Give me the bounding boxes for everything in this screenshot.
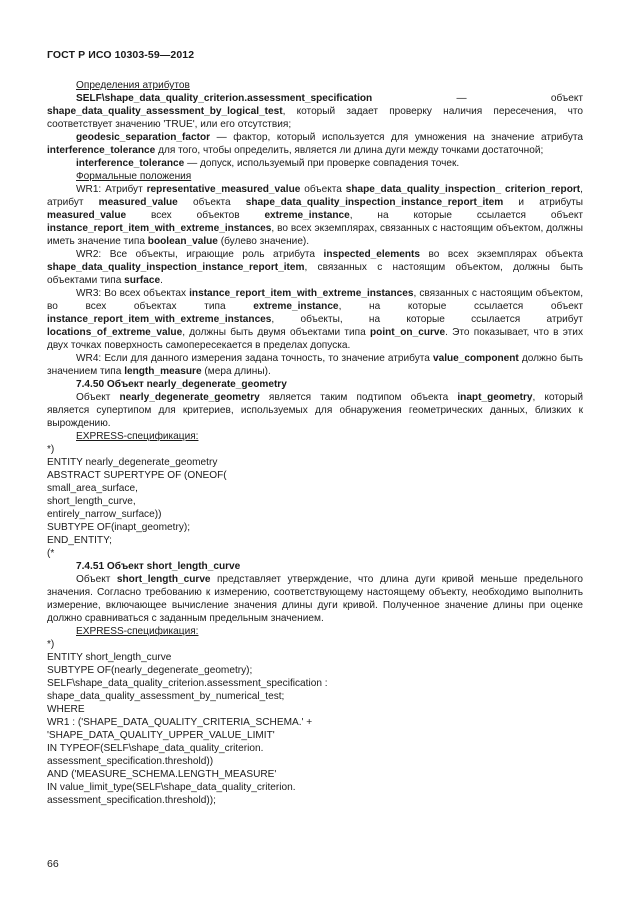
page-header: ГОСТ Р ИСО 10303-59—2012 (47, 49, 195, 61)
term: short_length_curve (116, 574, 211, 585)
term: locations_of_extreme_value (47, 327, 183, 338)
code-line: entirely_narrow_surface)) (47, 509, 162, 520)
term: shape_data_quality_inspection_instance_report_item (245, 197, 504, 208)
term: interference_tolerance (76, 158, 185, 169)
text: (мера длины). (201, 366, 271, 377)
text: WR1: Атрибут (76, 184, 147, 195)
section-heading-7-4-50: 7.4.50 Объект nearly_degenerate_geometry (76, 379, 287, 390)
term: instance_report_item_with_extreme_instances (189, 288, 414, 299)
term: instance_report_item_with_extreme_instances (47, 223, 272, 234)
express-code-block (47, 443, 583, 560)
code-line: assessment_specification.threshold)) (47, 756, 214, 767)
definition-assessment-specification (47, 92, 583, 131)
text: , связанных с настоящим объектом, во всех объектах типа (47, 288, 584, 312)
code-line: SUBTYPE OF(nearly_degenerate_geometry); (47, 665, 253, 676)
term: shape_data_quality_inspection_ criterion_report (345, 184, 581, 195)
term: inapt_geometry (457, 392, 533, 403)
text: должно быть значением типа (47, 353, 583, 377)
code-line: small_area_surface, (47, 483, 138, 494)
text: во всех экземплярах объекта (420, 249, 583, 260)
page-number: 66 (47, 858, 59, 870)
express-spec-label: EXPRESS-спецификация: (76, 431, 199, 442)
text: всех объектов (126, 210, 265, 221)
code-line: *) (47, 444, 55, 455)
term: inspected_elements (323, 249, 421, 260)
text: WR4: Если для данного измерения задана точность, то значение атрибута (76, 353, 433, 364)
text: , который задает проверку наличия пересечения, что соответствует значению 'TRUE', или его отсутствия; (47, 106, 583, 130)
term: boolean_value (147, 236, 218, 247)
text: — допуск, используемый при проверке совпадения точек. (184, 158, 460, 169)
term: point_on_curve (369, 327, 446, 338)
term: shape_data_quality_assessment_by_logical_test (47, 106, 283, 117)
text: . Это показывает, что в этих двух точках поверхность самопересекается в пределах допуска. (47, 327, 583, 351)
express-spec-label: EXPRESS-спецификация: (76, 626, 199, 637)
code-line: WHERE (47, 704, 85, 715)
code-line: 'SHAPE_DATA_QUALITY_UPPER_VALUE_LIMIT' (47, 730, 275, 741)
code-line: END_ENTITY; (47, 535, 112, 546)
code-line: IN TYPEOF(SELF\shape_data_quality_criterion. (47, 743, 264, 754)
term: nearly_degenerate_geometry (119, 392, 260, 403)
page-content (47, 79, 583, 807)
section-heading-7-4-51: 7.4.51 Объект short_length_curve (76, 561, 241, 572)
term: representative_measured_value (146, 184, 301, 195)
code-line: ENTITY short_length_curve (47, 652, 172, 663)
text: — объект (372, 93, 583, 104)
term: SELF\shape_data_quality_criterion.assessment_specification (76, 93, 373, 104)
code-line: ABSTRACT SUPERTYPE OF (ONEOF( (47, 470, 227, 481)
term: measured_value (98, 197, 178, 208)
text: , во всех экземплярах, связанных с настоящим объектом, должны иметь значение типа (47, 223, 583, 247)
formal-propositions-heading: Формальные положения (76, 171, 192, 182)
term: extreme_instance (253, 301, 339, 312)
term: interference_tolerance (47, 145, 156, 156)
term: surface (124, 275, 161, 286)
text: и атрибуты (503, 197, 583, 208)
code-line: ENTITY nearly_degenerate_geometry (47, 457, 218, 468)
text: , атрибут (47, 184, 583, 208)
text: , который является супертипом для критериев, используемых для обнаружения геометрических данных, близких к вырождению. (47, 392, 583, 429)
code-line: IN value_limit_type(SELF\shape_data_quality_criterion. (47, 782, 296, 793)
term: measured_value (47, 210, 127, 221)
text: , на которые ссылается объект (338, 301, 583, 312)
rule-wr4 (47, 352, 583, 378)
term: geodesic_separation_factor (76, 132, 211, 143)
text: WR2: Все объекты, играющие роль атрибута (76, 249, 324, 260)
paragraph-nearly-degenerate-geometry (47, 391, 583, 430)
code-line: *) (47, 639, 55, 650)
term: shape_data_quality_inspection_instance_report_item (47, 262, 305, 273)
express-code-block (47, 638, 583, 807)
text: объекта (300, 184, 346, 195)
text: WR3: Во всех объектах (76, 288, 190, 299)
definition-geodesic-separation-factor (47, 131, 583, 157)
rule-wr2 (47, 248, 583, 287)
text: . (160, 275, 163, 286)
paragraph-short-length-curve (47, 573, 583, 625)
term: length_measure (124, 366, 202, 377)
text: Объект (76, 392, 120, 403)
text: — фактор, который используется для умножения на значение атрибута (210, 132, 583, 143)
text: (булево значение). (217, 236, 310, 247)
text: , объекты, на которые ссылается атрибут (271, 314, 583, 325)
text: , должны быть двумя объектами типа (182, 327, 370, 338)
term: instance_report_item_with_extreme_instances (47, 314, 272, 325)
text: , связанных с настоящим объектом, должны быть объектами типа (47, 262, 583, 286)
definition-interference-tolerance (47, 157, 583, 170)
text: для того, чтобы определить, является ли длина дуги между точками достаточной; (155, 145, 544, 156)
text: является таким подтипом объекта (259, 392, 458, 403)
term: value_component (432, 353, 519, 364)
text: представляет утверждение, что длина дуги кривой меньше предельного значения. Согласно требованию к измерению, соответствующему настоящему объекту, необходимо выполнить измерение, включающее вычисление значения длины дуги кривой. Полученное значение длины при оценке должно сравниваться с заданным предельным значением. (47, 574, 583, 624)
code-line: short_length_curve, (47, 496, 136, 507)
attribute-definitions-heading: Определения атрибутов (76, 80, 190, 91)
rule-wr3 (47, 287, 583, 352)
code-line: SELF\shape_data_quality_criterion.assessment_specification : (47, 678, 328, 689)
text: Объект (76, 574, 117, 585)
code-line: assessment_specification.threshold)); (47, 795, 216, 806)
rule-wr1 (47, 183, 583, 248)
code-line: shape_data_quality_assessment_by_numerical_test; (47, 691, 285, 702)
code-line: AND ('MEASURE_SCHEMA.LENGTH_MEASURE' (47, 769, 277, 780)
code-line: SUBTYPE OF(inapt_geometry); (47, 522, 191, 533)
text: объекта (177, 197, 246, 208)
code-line: (* (47, 548, 55, 559)
text: , на которые ссылается объект (349, 210, 583, 221)
code-line: WR1 : ('SHAPE_DATA_QUALITY_CRITERIA_SCHEMA.' + (47, 717, 313, 728)
term: extreme_instance (264, 210, 350, 221)
